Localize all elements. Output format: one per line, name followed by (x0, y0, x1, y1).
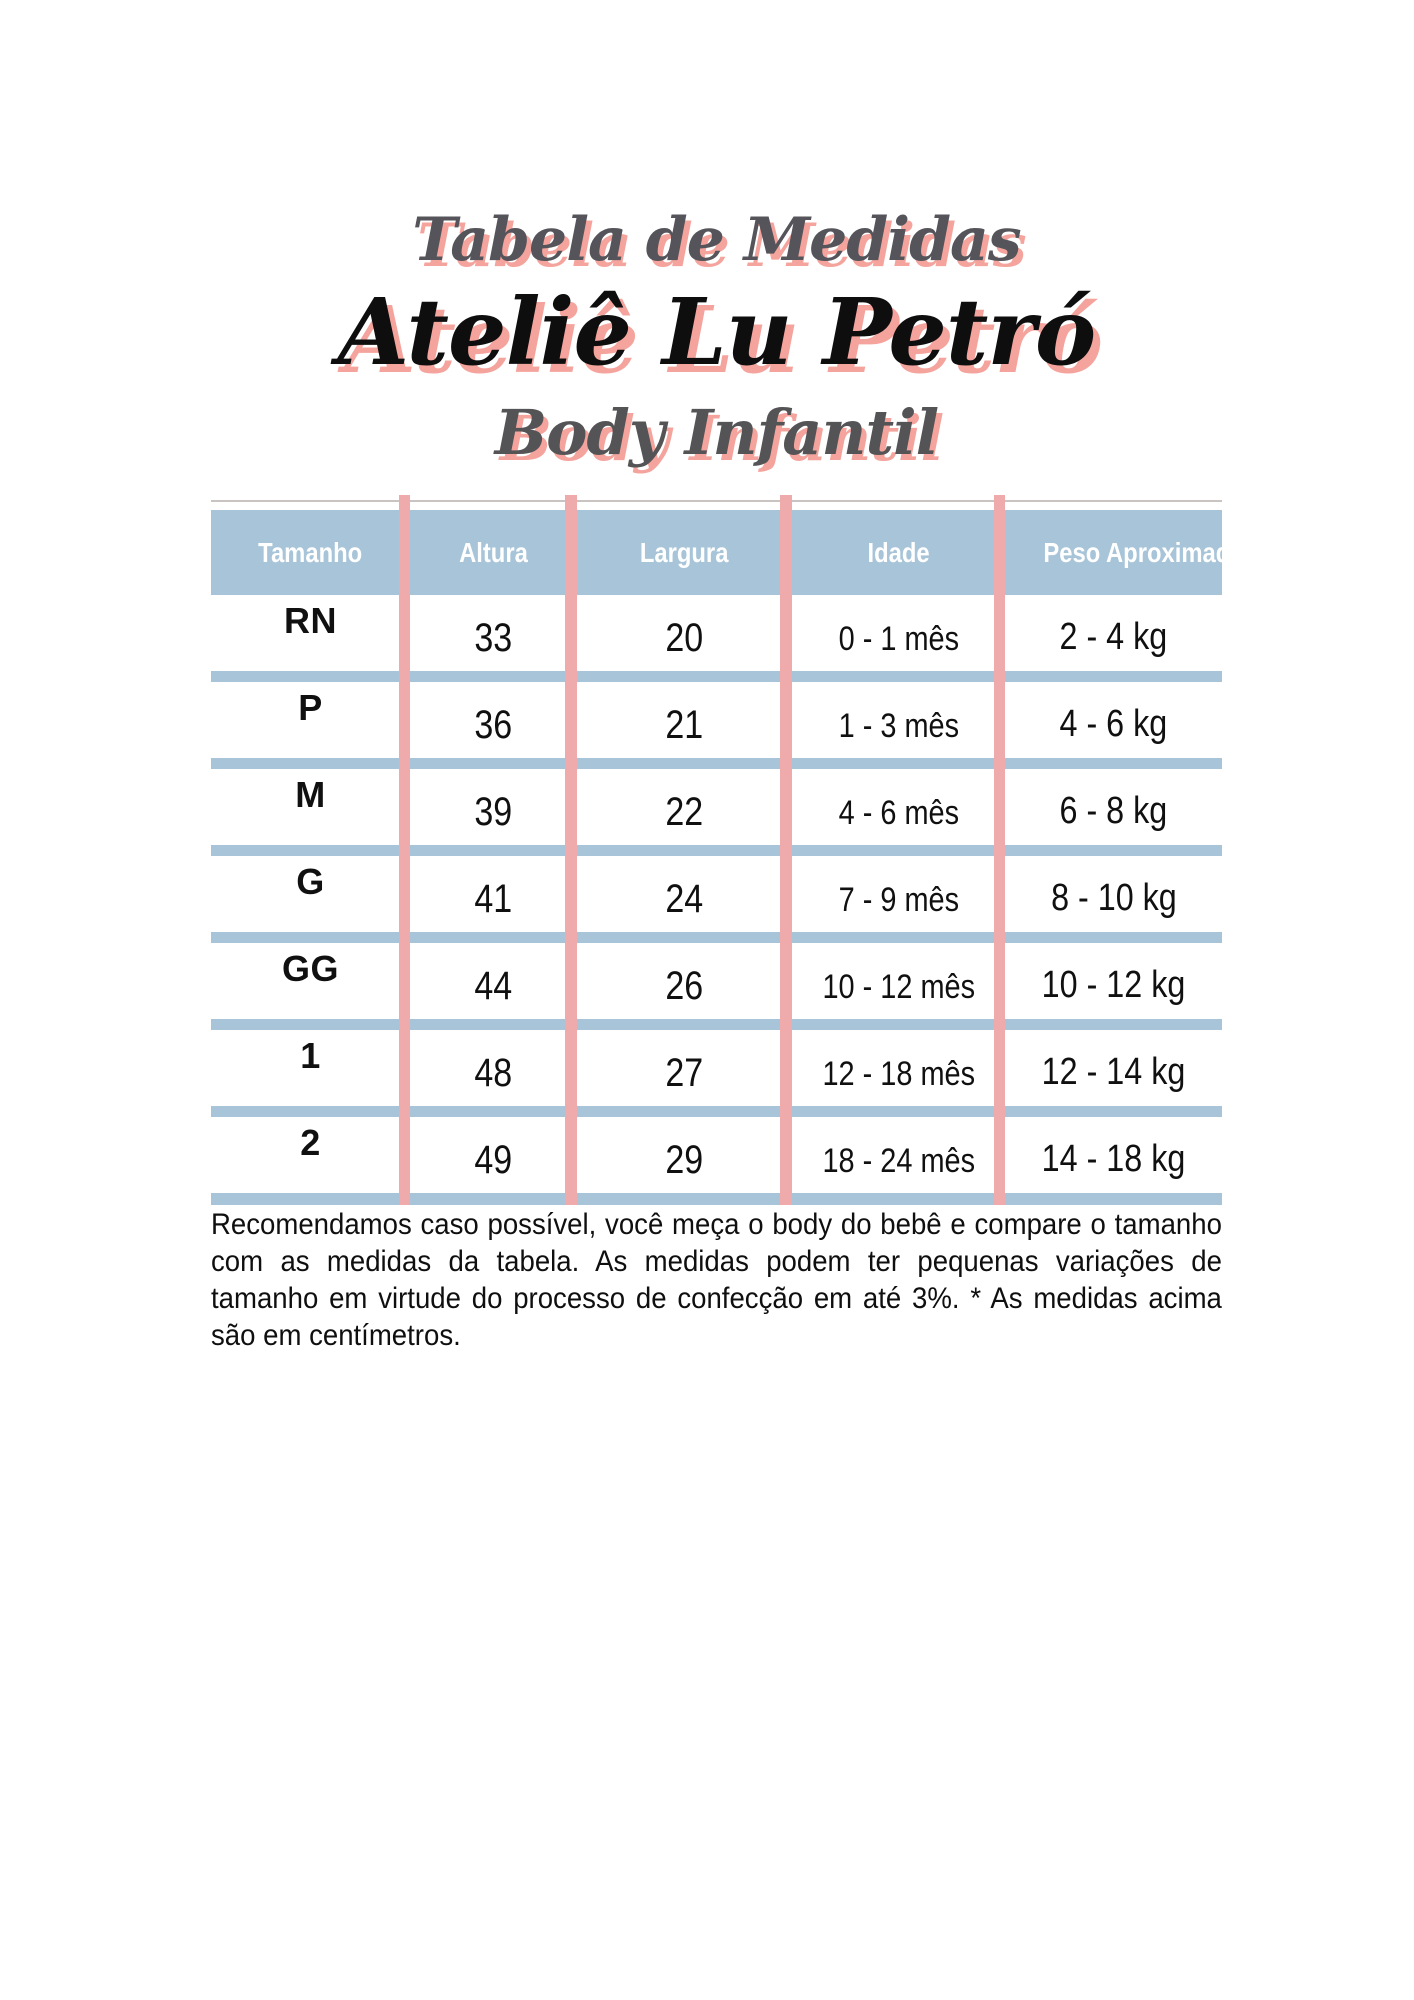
header-peso-aproximado (1005, 510, 1245, 595)
header-altura (410, 510, 577, 595)
size-table (211, 510, 1245, 1205)
cell-text: 21 (665, 702, 704, 747)
cell-largura (577, 682, 792, 758)
cell-text: 10 - 12 kg (1041, 963, 1186, 1006)
header-tamanho (211, 510, 410, 595)
cell-peso (1005, 856, 1222, 932)
table-row (211, 943, 1222, 1019)
row-separator (211, 845, 1222, 856)
header-text: Peso Aproximado (1043, 536, 1245, 568)
cell-text: 18 - 24 mês (822, 1141, 975, 1180)
table-row (211, 856, 1222, 932)
cell-tamanho: P (298, 687, 323, 728)
cell-tamanho: M (295, 774, 326, 815)
column-separator (565, 495, 577, 1205)
brand-name: Ateliê Lu Petró (337, 278, 1096, 386)
cell-altura (410, 943, 577, 1019)
cell-text: 7 - 9 mês (838, 880, 959, 919)
cell-text: 20 (665, 615, 704, 660)
cell-peso (1005, 1117, 1222, 1193)
table-row (211, 1030, 1222, 1106)
header-largura (577, 510, 792, 595)
cell-text: 44 (474, 963, 513, 1008)
cell-text: 41 (474, 876, 513, 921)
cell-text: 10 - 12 mês (822, 967, 975, 1006)
row-separator (211, 758, 1222, 769)
cell-text: 33 (474, 615, 513, 660)
cell-text: 24 (665, 876, 704, 921)
cell-text: 27 (665, 1050, 704, 1095)
cell-largura (577, 943, 792, 1019)
cell-text: 6 - 8 kg (1059, 789, 1168, 832)
cell-peso (1005, 943, 1222, 1019)
cell-altura (410, 595, 577, 671)
cell-peso (1005, 595, 1222, 671)
table-row (211, 769, 1222, 845)
cell-text: 29 (665, 1137, 704, 1182)
cell-idade (792, 1030, 1005, 1106)
cell-text: 12 - 14 kg (1041, 1050, 1186, 1093)
table-row (211, 682, 1222, 758)
cell-text: 22 (665, 789, 704, 834)
cell-idade (792, 595, 1005, 671)
cell-altura (410, 856, 577, 932)
header-text: Tamanho (258, 536, 363, 568)
cell-tamanho: GG (281, 948, 339, 989)
cell-idade (792, 1117, 1005, 1193)
cell-text: 49 (474, 1137, 513, 1182)
footer-note: Recomendamos caso possível, você meça o body do bebê e compare o tamanho com as medidas da tabela. As medidas podem ter pequenas variações de tamanho em virtude do processo de confecção em até 3%. * As medidas acima são em centímetros. (211, 1208, 1222, 1352)
cell-text: 39 (474, 789, 513, 834)
column-separator (399, 495, 410, 1205)
cell-tamanho: 2 (300, 1122, 321, 1163)
table-row (211, 595, 1222, 671)
header-text: Idade (867, 536, 930, 568)
cell-idade (792, 682, 1005, 758)
column-separator (780, 495, 792, 1205)
cell-text: 26 (665, 963, 704, 1008)
row-separator (211, 932, 1222, 943)
cell-idade (792, 943, 1005, 1019)
row-separator (211, 1019, 1222, 1030)
cell-largura (577, 769, 792, 845)
cell-largura (577, 1117, 792, 1193)
cell-tamanho: G (296, 861, 325, 902)
cell-idade (792, 856, 1005, 932)
cell-largura (577, 1030, 792, 1106)
column-separator (994, 495, 1005, 1205)
page-title: Tabela de Medidas (412, 205, 1021, 275)
cell-altura (410, 682, 577, 758)
cell-peso (1005, 769, 1222, 845)
cell-text: 4 - 6 kg (1059, 702, 1168, 745)
table-row (211, 1117, 1222, 1193)
cell-largura (577, 595, 792, 671)
cell-text: 2 - 4 kg (1059, 615, 1168, 658)
cell-text: 1 - 3 mês (838, 706, 959, 745)
header-text: Largura (640, 536, 729, 568)
cell-peso (1005, 1030, 1222, 1106)
table-top-hairline (211, 500, 1222, 502)
row-separator (211, 671, 1222, 682)
cell-altura (410, 769, 577, 845)
cell-peso (1005, 682, 1222, 758)
cell-altura (410, 1030, 577, 1106)
cell-text: 8 - 10 kg (1050, 876, 1177, 919)
header-idade (792, 510, 1005, 595)
product-subtitle: Body Infantil (494, 396, 939, 469)
cell-largura (577, 856, 792, 932)
cell-tamanho: 1 (300, 1035, 321, 1076)
cell-text: 48 (474, 1050, 513, 1095)
row-separator (211, 1106, 1222, 1117)
cell-altura (410, 1117, 577, 1193)
header-text: Altura (459, 536, 528, 568)
cell-text: 12 - 18 mês (822, 1054, 975, 1093)
cell-tamanho: RN (284, 600, 337, 641)
cell-text: 0 - 1 mês (838, 619, 959, 658)
cell-text: 14 - 18 kg (1041, 1137, 1186, 1180)
table-bottom-bar (211, 1193, 1222, 1205)
cell-text: 36 (474, 702, 513, 747)
cell-idade (792, 769, 1005, 845)
cell-text: 4 - 6 mês (838, 793, 959, 832)
footer-note-block (211, 1206, 1222, 1354)
table-header-row (211, 510, 1245, 595)
